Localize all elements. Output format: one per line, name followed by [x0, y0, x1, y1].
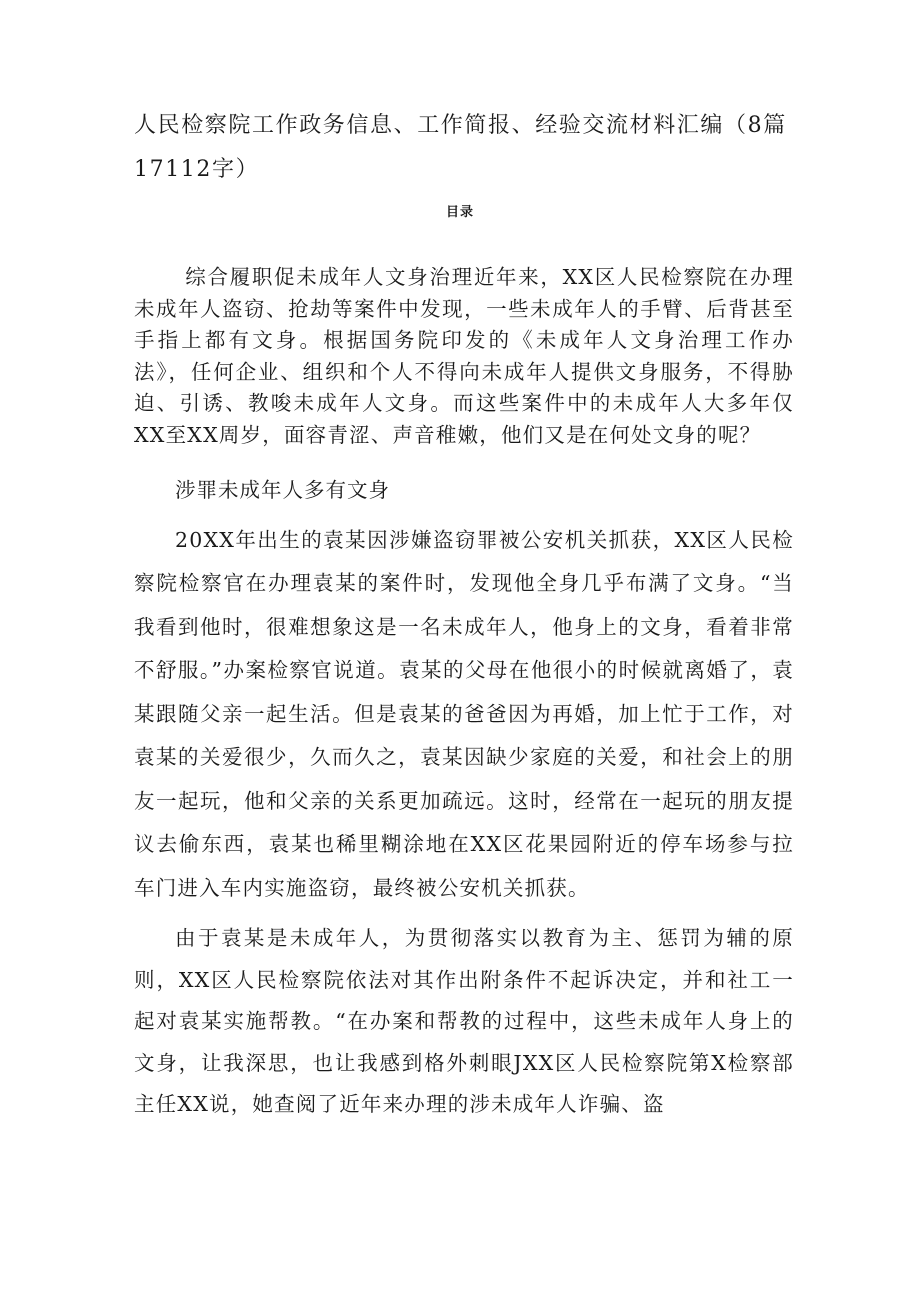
document-body [134, 262, 794, 1126]
toc-heading: 目录 [445, 205, 474, 220]
paragraph-followup: 由于袁某是未成年人，为贯彻落实以教育为主、惩罚为辅的原则，XX区人民检察院依法对其作出附条件不起诉决定，并和社工一起对袁某实施帮教。“在办案和帮教的过程中，这些未成年人身上的文身，让我深思，也让我感到格外刺眼JXX区人民检察院第X检察部主任XX说，她查阅了近年来办理的涉未成年人诈骗、盗 [134, 926, 794, 1116]
paragraph-case: 20XX年出生的袁某因涉嫌盗窃罪被公安机关抓获，XX区人民检察院检察官在办理袁某的案件时，发现他全身几乎布满了文身。“当我看到他时，很难想象这是一名未成年人，他身上的文身，看着非常不舒服。”办案检察官说道。袁某的父母在他很小的时候就离婚了，袁某跟随父亲一起生活。但是袁某的爸爸因为再婚，加上忙于工作，对袁某的关爱很少，久而久之，袁某因缺少家庭的关爱，和社会上的朋友一起玩，他和父亲的关系更加疏远。这时，经常在一起玩的朋友提议去偷东西，袁某也稀里糊涂地在XX区花果园附近的停车场参与拉车门进入车内实施盗窃，最终被公安机关抓获。 [134, 527, 794, 900]
document-title: 人民检察院工作政务信息、工作简报、经验交流材料汇编（8篇17112字） [134, 113, 787, 182]
section-heading: 涉罪未成年人多有文身 [175, 478, 390, 502]
paragraph-intro: 综合履职促未成年人文身治理近年来，XX区人民检察院在办理未成年人盗窃、抢劫等案件中发现，一些未成年人的手臂、后背甚至手指上都有文身。根据国务院印发的《未成年人文身治理工作办法》，任何企业、组织和个人不得向未成年人提供文身服务，不得胁迫、引诱、教唆未成年人文身。而这些案件中的未成年人大多年仅XX至XX周岁，面容青涩、声音稚嫩，他们又是在何处文身的呢？ [134, 265, 794, 447]
